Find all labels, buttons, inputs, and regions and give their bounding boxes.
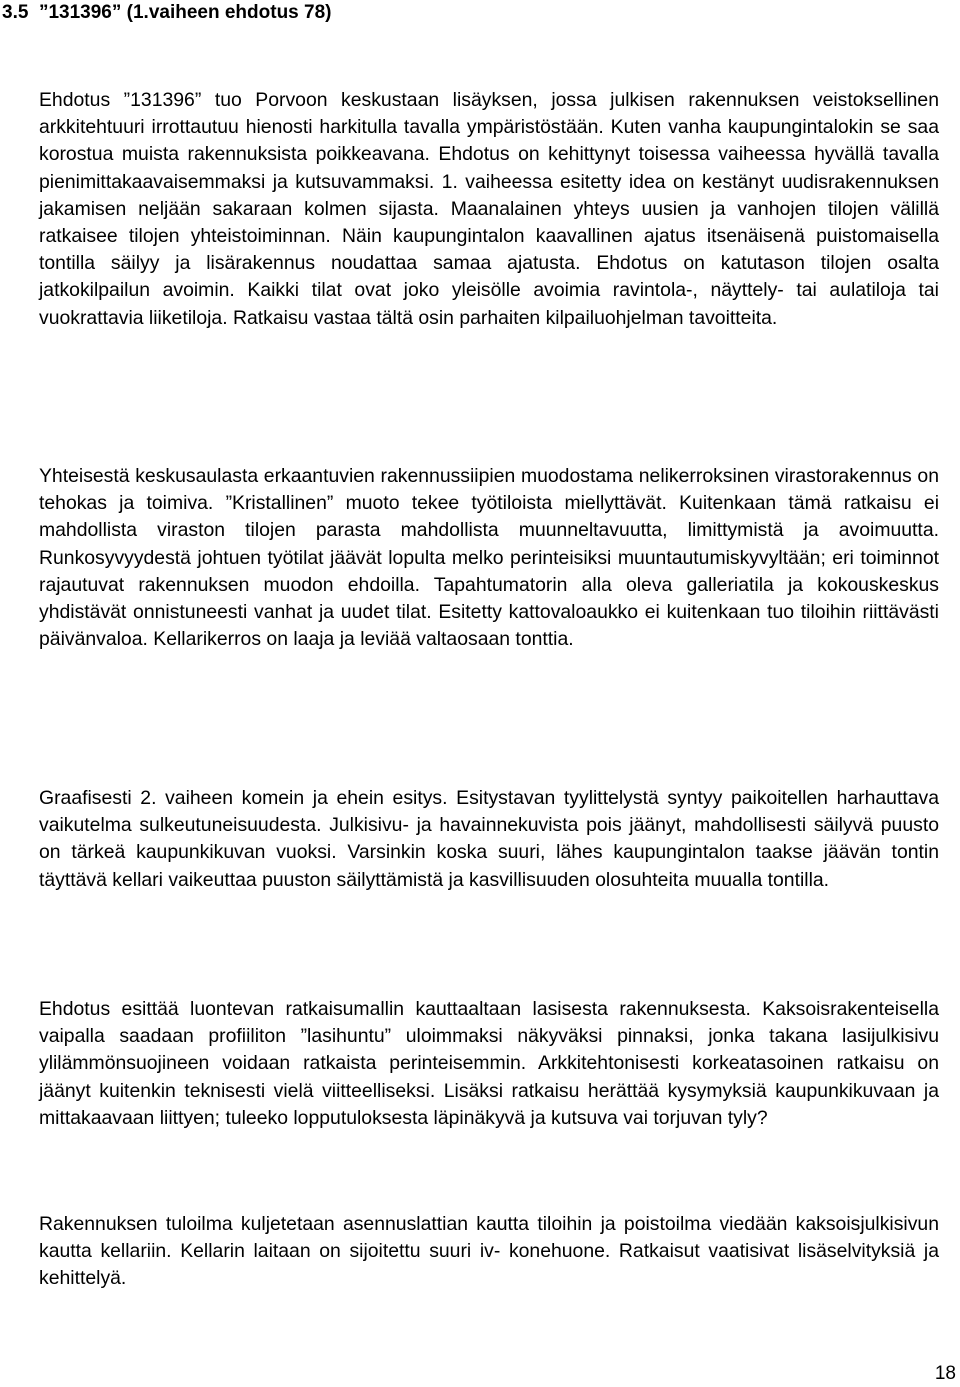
paragraph-glass-facade: Ehdotus esittää luontevan ratkaisumallin kauttaaltaan lasisesta rakennuksesta. Kaksoisrakenteisella vaipalla saadaan profiiliton ”lasihuntu” uloimmaksi näkyväksi pinnaksi, jonka takana lasijulkisivu ylilämmönsuojineen voidaan ratkaista perinteisemmin. Arkkitehtonisesti korkeatasoinen ratkaisu on jäänyt kuitenkin teknisesti vielä viitteelliseksi. Lisäksi ratkaisu herättää kysymyksiä kaupunkikuvaan ja mittakaavaan liittyen; tuleeko lopputuloksesta läpinäkyvä ja kutsuva vai torjuvan tyly? — [39, 998, 939, 1129]
paragraph-intro: Ehdotus ”131396” tuo Porvoon keskustaan lisäyksen, jossa julkisen rakennuksen veistoksellinen arkkitehtuuri irrottautuu hienosti harkitulla tavalla ympäristöstään. Kuten vanha kaupungintalokin se saa korostua muista rakennuksista poikkeavana. Ehdotus on kehittynyt toisessa vaiheessa hyvällä tavalla pienimittakaavaisemmaksi ja kutsuvammaksi. 1. vaiheessa esitetty idea on kestänyt uudisrakennuksen jakamisen neljään sakaraan kolmen sijasta. Maanalainen yhteys uusien ja vanhojen tilojen välillä ratkaisee tilojen yhteistoiminnan. Näin kaupungintalon kaavallinen ajatus itsenäisenä puistomaisella tontilla säilyy ja lisärakennus noudattaa samaa ajatusta. Ehdotus on katutason tilojen osalta jatkokilpailun avoimin. Kaikki tilat ovat joko yleisölle avoimia ravintola-, näyttely- tai aulatiloja tai vuokrattavia liiketiloja. Ratkaisu vastaa tältä osin parhaiten kilpailuohjelman tavoitteita. — [39, 89, 939, 329]
section-heading: 3.5 ”131396” (1.vaiheen ehdotus 78) — [2, 2, 332, 23]
paragraph-graphics: Graafisesti 2. vaiheen komein ja ehein esitys. Esitystavan tyylittelystä syntyy paikoitellen harhauttava vaikutelma sulkeutuneisuudesta. Julkisivu- ja havainnekuvista pois jäänyt, mahdollisesti säilyvä puusto on tärkeä kaupunkikuvan vuoksi. Varsinkin koska suuri, lähes kaupungintalon taakse jäävän tontin täyttävä kellari vaikeuttaa puuston säilyttämistä ja kasvillisuuden olosuhteita muualla tontilla. — [39, 787, 939, 891]
paragraph-office-building: Yhteisestä keskusaulasta erkaantuvien rakennussiipien muodostama nelikerroksinen virastorakennus on tehokas ja toimiva. ”Kristallinen” muoto tekee työtiloista miellyttävät. Kuitenkaan tämä ratkaisu ei mahdollista viraston tilojen parasta mahdollista muunneltavuutta, limittymistä ja avoimuutta. Runkosyvyydestä johtuen työtilat jäävät lopulta melko perinteisiksi muuntautumiskyvyltään; eri toiminnot rajautuvat rakennuksen muodon ehdoilla. Tapahtumatorin alla oleva galleriatila ja kokouskeskus yhdistävät onnistuneesti vanhat ja uudet tilat. Esitetty kattovaloaukko ei kuitenkaan tuo tiloihin riittävästi päivänvaloa. Kellarikerros on laaja ja leviää valtaosaan tonttia. — [39, 465, 939, 651]
page-number: 18 — [934, 1363, 956, 1384]
paragraph-ventilation: Rakennuksen tuloilma kuljetetaan asennuslattian kautta tiloihin ja poistoilma viedään kaksoisjulkisivun kautta kellariin. Kellarin laitaan on sijoitettu suuri iv- konehuone. Ratkaisut vaatisivat lisäselvityksiä ja kehittelyä. — [39, 1213, 939, 1290]
